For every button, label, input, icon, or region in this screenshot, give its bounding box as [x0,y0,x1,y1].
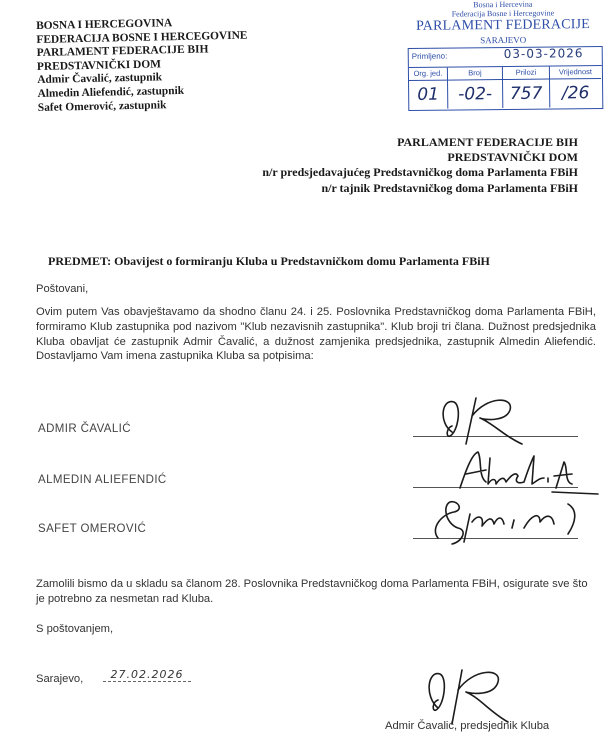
stamp-cell-label: Broj [448,68,502,81]
stamp-cell-value: 757 [509,83,543,104]
sender-line: Safet Omerović, zastupnik [37,98,167,114]
recipient-line: n/r tajnik Predstavničkog doma Parlamenta FBiH [321,180,578,195]
stamp-cell-value: 01 [417,84,440,105]
stamp-institution: PARLAMENT FEDERACIJE [415,17,591,34]
closing-salutation: S poštovanjem, [36,623,114,635]
reception-stamp-header [404,0,602,47]
stamp-received-label: Primljeno: [411,51,448,61]
stamp-cell-org [409,68,448,109]
greeting: Poštovani, [36,283,89,295]
sender-line: BOSNA I HERCEGOVINA [36,17,173,32]
recipient-line: PARLAMENT FEDERACIJE BIH [397,135,578,149]
stamp-cell-value: -02- [458,84,493,105]
signature-image [428,494,588,550]
sender-line: Admir Čavalić, zastupnik [37,71,163,87]
stamp-city: SARAJEVO [480,34,527,46]
sender-line: Almedin Aliefendić, zastupnik [37,84,185,100]
signer-name: Admir Čavalić, predsjednik Kluba [385,720,550,732]
reception-stamp-box [408,46,604,111]
handwritten-date: 27.02.2026 [103,668,191,682]
recipient-block [200,135,578,196]
signatory-name: ALMEDIN ALIEFENDIĆ [38,474,167,486]
sender-line: FEDERACIJA BOSNE I HERCEGOVINE [36,29,248,46]
stamp-cell-label: Vrijednost [550,67,601,80]
stamp-country: Bosna i Hercevina [473,0,533,10]
stamp-cell-attachments [503,67,550,108]
signature-image [432,392,552,454]
stamp-cell-value-col [550,66,601,108]
sender-block [36,14,338,115]
sender-line: PREDSTAVNIČKI DOM [36,58,162,73]
stamp-cell-label: Org. jed. [409,69,447,81]
request-paragraph: Zamolili bismo da u skladu sa članom 28. Poslovnika Predstavničkog doma Parlamenta FBiH, osigurate sve što je potrebno za nesmetan rad Kluba. [36,578,588,605]
recipient-line: n/r predsjedavajućeg Predstavničkog doma Parlamenta FBiH [262,165,578,180]
stamp-received-date: 03-03-2026 [503,46,584,62]
stamp-cell-value: /26 [561,83,590,104]
signatory-name: SAFET OMEROVIĆ [38,523,147,535]
subject-line: PREDMET: Obavijest o formiranju Kluba u Predstavničkom domu Parlamenta FBiH [48,254,490,268]
recipient-line: PREDSTAVNIČKI DOM [447,150,578,165]
stamp-federation: Federacija Bosne i Hercegovine [451,8,555,19]
body-paragraph: Ovim putem Vas obavještavamo da shodno članu 24. i 25. Poslovnika Predstavničkog doma Parlamenta FBiH, formiramo Klub zastupnika pod nazivom "Klub nezavisnih zastupnika". Klub broji tri člana. Dužnost predsjednika Kluba obavljat će zastupnik Admir Čavalić, a dužnost zamjenika predsjednika, zastupnik Almedin Aliefendić. Dostavljamo Vam imena zastupnika Kluba sa potpisima: [36,306,596,363]
sender-line: PARLAMENT FEDERACIJE BIH [36,43,209,60]
stamp-received-row [409,47,602,68]
signature-image [452,448,602,496]
place-label: Sarajevo, [36,673,84,685]
signatory-name: ADMIR ČAVALIĆ [38,423,131,435]
stamp-cell-label: Prilozi [503,68,549,80]
stamp-cell-number [448,67,503,109]
